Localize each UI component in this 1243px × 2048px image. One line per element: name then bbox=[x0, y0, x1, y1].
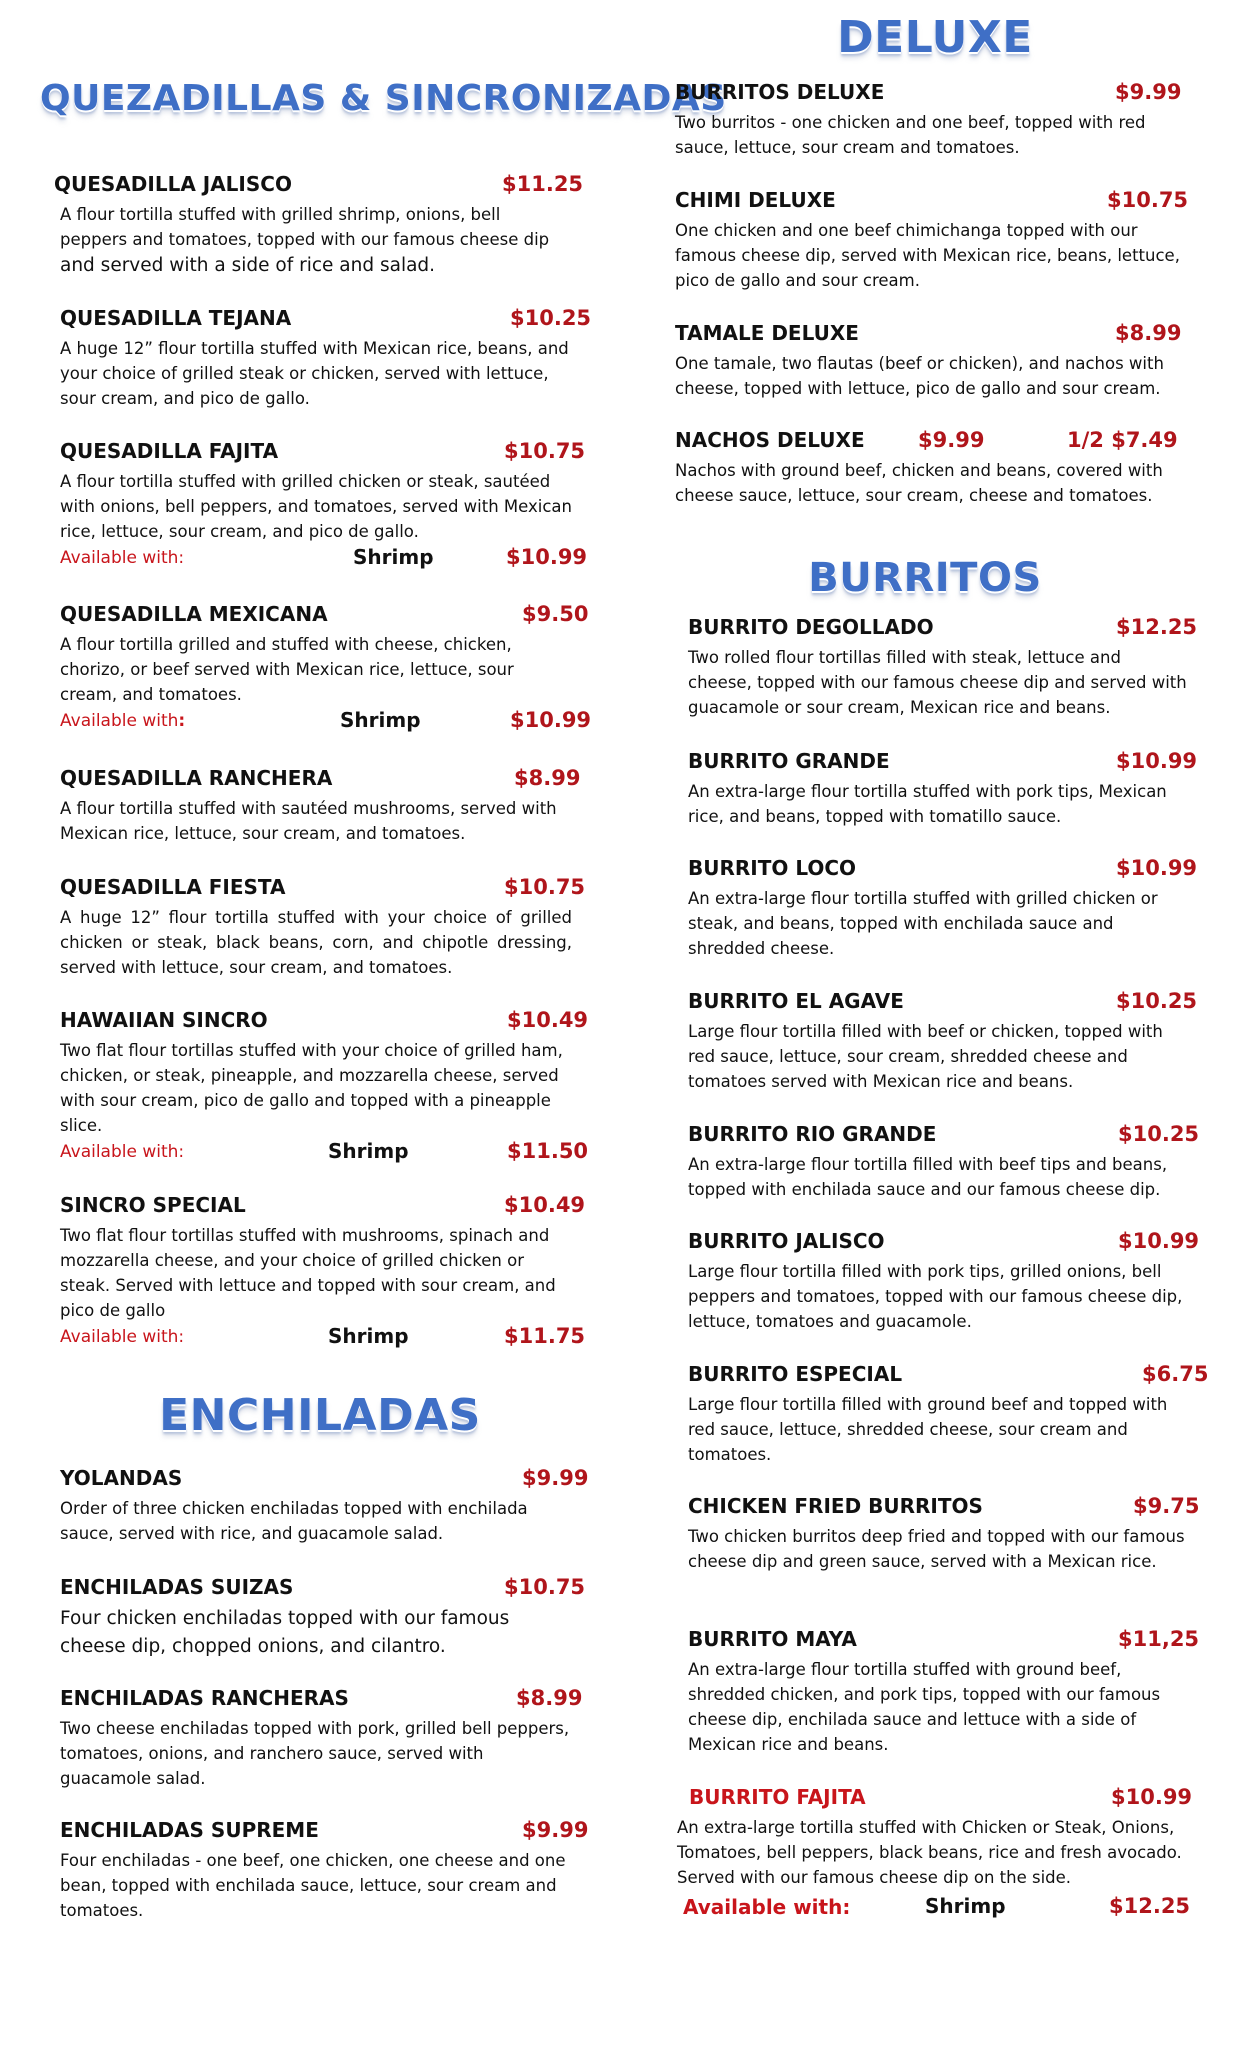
item-name: NACHOS DELUXE bbox=[675, 428, 865, 452]
menu-item-nachos-deluxe bbox=[675, 428, 1195, 508]
item-price: $10.75 bbox=[504, 439, 586, 463]
menu-item-hawaiian-sincro bbox=[60, 1008, 589, 1167]
menu-item-quesadilla-tejana bbox=[60, 306, 592, 411]
item-price: $9.99 bbox=[918, 428, 985, 452]
item-name: BURRITOS DELUXE bbox=[675, 80, 885, 104]
item-half-price: 1/2 $7.49 bbox=[1067, 428, 1178, 452]
item-name: YOLANDAS bbox=[60, 1466, 183, 1490]
item-price: $8.99 bbox=[1115, 321, 1182, 345]
menu-item-sincro-special bbox=[60, 1193, 586, 1352]
available-with-label: Available with: bbox=[60, 711, 186, 731]
item-description: Large flour tortilla filled with ground beef and topped with red sauce, lettuce, shredded cheese, sour cream and tomatoes. bbox=[688, 1395, 1168, 1464]
menu-item-chicken-fried-burritos bbox=[688, 1494, 1200, 1574]
item-name: HAWAIIAN SINCRO bbox=[60, 1008, 268, 1032]
available-with-row bbox=[60, 1139, 589, 1167]
item-price: $10.99 bbox=[1116, 749, 1198, 773]
item-description: Order of three chicken enchiladas topped with enchilada sauce, served with rice, and guacamole salad. bbox=[60, 1499, 528, 1543]
item-name: BURRITO JALISCO bbox=[688, 1229, 885, 1253]
menu-item-burrito-maya bbox=[688, 1627, 1200, 1757]
item-name: BURRITO DEGOLLADO bbox=[688, 615, 934, 639]
item-description: Large flour tortilla filled with pork tips, grilled onions, bell peppers and tomatoes, topped with our famous cheese dip, lettuce, tomatoes and guacamole. bbox=[688, 1262, 1183, 1331]
item-name: CHICKEN FRIED BURRITOS bbox=[688, 1494, 983, 1518]
item-name: BURRITO RIO GRANDE bbox=[688, 1122, 937, 1146]
item-description: An extra-large flour tortilla stuffed with ground beef, shredded chicken, and pork tips, topped with our famous cheese dip, enchilada sauce and lettuce with a side of Mexican rice and beans. bbox=[688, 1660, 1161, 1754]
menu-item-quesadilla-fiesta bbox=[60, 875, 586, 980]
item-description: Four enchiladas - one beef, one chicken, one cheese and one bean, topped with enchilada sauce, lettuce, sour cream and tomatoes. bbox=[60, 1851, 566, 1920]
item-description: Two flat flour tortillas stuffed with your choice of grilled ham, chicken, or steak, pineapple, and mozzarella cheese, served with sour cream, pico de gallo and topped with a pineapple slice. bbox=[60, 1041, 563, 1135]
item-price: $11.25 bbox=[502, 172, 584, 196]
item-description: Nachos with ground beef, chicken and beans, covered with cheese sauce, lettuce, sour cream, cheese and tomatoes. bbox=[675, 461, 1163, 505]
item-price: $10.75 bbox=[1107, 188, 1189, 212]
enchiladas-section-title: ENCHILADAS bbox=[159, 1390, 481, 1441]
item-price: $8.99 bbox=[514, 766, 581, 790]
item-price: $8.99 bbox=[516, 1686, 583, 1710]
available-with-row bbox=[60, 708, 592, 736]
menu-item-quesadilla-jalisco bbox=[54, 172, 584, 280]
item-description-extra: and served with a side of rice and salad. bbox=[60, 255, 436, 276]
item-name: QUESADILLA MEXICANA bbox=[60, 602, 328, 626]
item-price: $10.49 bbox=[507, 1008, 589, 1032]
available-with-item: Shrimp bbox=[353, 545, 434, 569]
item-price: $10.75 bbox=[504, 875, 586, 899]
item-description: An extra-large flour tortilla stuffed with pork tips, Mexican rice, and beans, topped with tomatillo sauce. bbox=[688, 782, 1167, 826]
available-with-price: $12.25 bbox=[1109, 1894, 1191, 1918]
item-price: $10.49 bbox=[504, 1193, 586, 1217]
item-description: Two rolled flour tortillas filled with steak, lettuce and cheese, topped with our famous cheese dip and served with guacamole or sour cream, Mexican rice and beans. bbox=[688, 648, 1187, 717]
item-name: BURRITO MAYA bbox=[688, 1627, 857, 1651]
menu-item-burrito-rio-grande bbox=[688, 1122, 1200, 1202]
menu-item-yolandas bbox=[60, 1466, 589, 1546]
deluxe-section-title: DELUXE bbox=[837, 12, 1033, 63]
item-description: Two cheese enchiladas topped with pork, grilled bell peppers, tomatoes, onions, and ranchero sauce, served with guacamole salad. bbox=[60, 1719, 570, 1788]
item-description: A flour tortilla stuffed with sautéed mushrooms, served with Mexican rice, lettuce, sour cream, and tomatoes. bbox=[60, 799, 557, 843]
item-price: $10.25 bbox=[510, 306, 592, 330]
menu-item-burrito-grande bbox=[688, 749, 1198, 829]
item-price: $12.25 bbox=[1116, 615, 1198, 639]
item-description: A huge 12” flour tortilla stuffed with your choice of grilled chicken or steak, black beans, corn, and chipotle dressing, served with lettuce, sour cream, and tomatoes. bbox=[60, 908, 572, 977]
menu-item-burrito-fajita bbox=[677, 1785, 1195, 1922]
item-name: ENCHILADAS SUPREME bbox=[60, 1818, 319, 1842]
item-price: $6.75 bbox=[1142, 1362, 1209, 1386]
item-description: A flour tortilla stuffed with grilled chicken or steak, sautéed with onions, bell peppers, and tomatoes, served with Mexican rice, lettuce, sour cream, and pico de gallo. bbox=[60, 472, 572, 541]
available-with-label: Available with: bbox=[60, 1327, 185, 1347]
menu-item-quesadilla-fajita bbox=[60, 439, 588, 573]
item-description: An extra-large flour tortilla filled with beef tips and beans, topped with enchilada sauce and our famous cheese dip. bbox=[688, 1155, 1168, 1199]
available-with-item: Shrimp bbox=[340, 708, 421, 732]
available-with-row bbox=[60, 1324, 586, 1352]
available-with-row bbox=[677, 1894, 1195, 1922]
menu-item-burrito-loco bbox=[688, 856, 1198, 961]
item-name: ENCHILADAS SUIZAS bbox=[60, 1575, 294, 1599]
item-description: Two burritos - one chicken and one beef, topped with red sauce, lettuce, sour cream and tomatoes. bbox=[675, 113, 1146, 157]
menu-item-tamale-deluxe bbox=[675, 321, 1195, 401]
item-name: BURRITO FAJITA bbox=[689, 1785, 866, 1809]
item-name: ENCHILADAS RANCHERAS bbox=[60, 1686, 349, 1710]
item-description: An extra-large flour tortilla stuffed with grilled chicken or steak, and beans, topped with enchilada sauce and shredded cheese. bbox=[688, 889, 1158, 958]
quesadillas-section-title: QUEZADILLAS & SINCRONIZADAS bbox=[40, 78, 727, 119]
available-with-row bbox=[60, 545, 588, 573]
available-with-item: Shrimp bbox=[328, 1139, 409, 1163]
item-price: $9.99 bbox=[522, 1466, 589, 1490]
menu-item-enchiladas-rancheras bbox=[60, 1686, 583, 1791]
item-description: A flour tortilla grilled and stuffed with cheese, chicken, chorizo, or beef served with Mexican rice, lettuce, sour cream, and tomatoes. bbox=[60, 635, 514, 704]
item-description: Four chicken enchiladas topped with our famous cheese dip, chopped onions, and cilantro. bbox=[60, 1608, 510, 1657]
burritos-section-title: BURRITOS bbox=[808, 555, 1042, 601]
item-price: $11,25 bbox=[1118, 1627, 1200, 1651]
menu-item-burrito-especial bbox=[688, 1362, 1209, 1467]
item-name: SINCRO SPECIAL bbox=[60, 1193, 246, 1217]
item-description: One chicken and one beef chimichanga topped with our famous cheese dip, served with Mexican rice, beans, lettuce, pico de gallo and sour cream. bbox=[675, 221, 1180, 290]
available-with-item: Shrimp bbox=[925, 1894, 1006, 1918]
item-name: BURRITO ESPECIAL bbox=[688, 1362, 903, 1386]
available-with-price: $11.75 bbox=[504, 1324, 586, 1348]
item-price: $9.75 bbox=[1133, 1494, 1200, 1518]
menu-item-chimi-deluxe bbox=[675, 188, 1195, 293]
item-price: $10.99 bbox=[1111, 1785, 1193, 1809]
item-price: $10.25 bbox=[1116, 989, 1198, 1013]
item-name: QUESADILLA FAJITA bbox=[60, 439, 279, 463]
item-description: One tamale, two flautas (beef or chicken), and nachos with cheese, topped with lettuce, pico de gallo and sour cream. bbox=[675, 354, 1164, 398]
item-name: BURRITO LOCO bbox=[688, 856, 857, 880]
item-description: Two flat flour tortillas stuffed with mushrooms, spinach and mozzarella cheese, and your choice of grilled chicken or steak. Served with lettuce and topped with sour cream, and pico de gallo bbox=[60, 1226, 556, 1320]
available-with-label: Available with: bbox=[60, 1142, 185, 1162]
item-name: CHIMI DELUXE bbox=[675, 188, 836, 212]
available-with-label: Available with: bbox=[683, 1895, 851, 1919]
menu-item-burritos-deluxe bbox=[675, 80, 1195, 160]
item-price: $9.99 bbox=[1115, 80, 1182, 104]
menu-item-quesadilla-mexicana bbox=[60, 602, 592, 736]
item-name: QUESADILLA JALISCO bbox=[54, 172, 292, 196]
available-with-price: $10.99 bbox=[506, 545, 588, 569]
item-price: $9.50 bbox=[522, 602, 589, 626]
item-name: TAMALE DELUXE bbox=[675, 321, 859, 345]
item-description: A flour tortilla stuffed with grilled shrimp, onions, bell peppers and tomatoes, topped with our famous cheese dip bbox=[60, 205, 550, 249]
item-name: QUESADILLA FIESTA bbox=[60, 875, 286, 899]
menu-item-burrito-jalisco bbox=[688, 1229, 1200, 1334]
menu-item-burrito-degollado bbox=[688, 615, 1198, 720]
available-with-item: Shrimp bbox=[328, 1324, 409, 1348]
menu-item-enchiladas-supreme bbox=[60, 1818, 589, 1923]
item-price: $10.99 bbox=[1116, 856, 1198, 880]
item-name: BURRITO GRANDE bbox=[688, 749, 890, 773]
item-name: QUESADILLA RANCHERA bbox=[60, 766, 333, 790]
item-name: BURRITO EL AGAVE bbox=[688, 989, 904, 1013]
menu-item-enchiladas-suizas bbox=[60, 1575, 586, 1661]
available-with-label: Available with: bbox=[60, 548, 185, 568]
item-description: A huge 12” flour tortilla stuffed with Mexican rice, beans, and your choice of grilled steak or chicken, served with lettuce, sour cream, and pico de gallo. bbox=[60, 339, 569, 408]
available-with-price: $10.99 bbox=[510, 708, 592, 732]
available-with-price: $11.50 bbox=[507, 1139, 589, 1163]
item-price: $10.99 bbox=[1118, 1229, 1200, 1253]
menu-item-quesadilla-ranchera bbox=[60, 766, 580, 846]
menu-item-burrito-el-agave bbox=[688, 989, 1198, 1094]
item-name: QUESADILLA TEJANA bbox=[60, 306, 292, 330]
item-price: $10.75 bbox=[504, 1575, 586, 1599]
item-description: An extra-large tortilla stuffed with Chicken or Steak, Onions, Tomatoes, bell peppers, black beans, rice and fresh avocado. Served with our famous cheese dip on the side. bbox=[677, 1818, 1182, 1887]
item-description: Two chicken burritos deep fried and topped with our famous cheese dip and green sauce, served with a Mexican rice. bbox=[688, 1527, 1185, 1571]
item-price: $9.99 bbox=[522, 1818, 589, 1842]
item-price: $10.25 bbox=[1118, 1122, 1200, 1146]
item-description: Large flour tortilla filled with beef or chicken, topped with red sauce, lettuce, sour cream, shredded cheese and tomatoes served with Mexican rice and beans. bbox=[688, 1022, 1163, 1091]
